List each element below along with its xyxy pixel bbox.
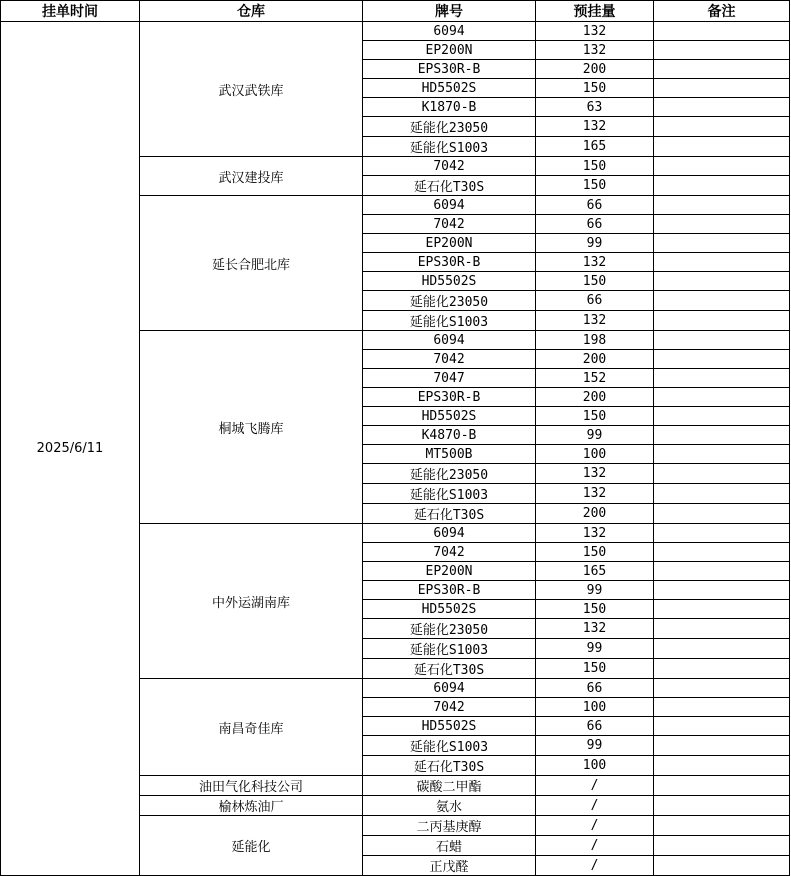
brand-cell: EP200N [363,41,536,60]
note-cell [654,856,790,876]
header-note: 备注 [654,1,790,22]
warehouse-cell: 油田气化科技公司 [140,776,363,796]
brand-cell: 延石化T30S [363,504,536,524]
brand-cell: 正戊醛 [363,856,536,876]
brand-cell: 6094 [363,679,536,698]
note-cell [654,22,790,41]
note-cell [654,253,790,272]
note-cell [654,60,790,79]
note-cell [654,504,790,524]
warehouse-cell: 南昌奇佳库 [140,679,363,776]
listing-date-cell: 2025/6/11 [1,22,140,876]
brand-cell: HD5502S [363,79,536,98]
quantity-cell: 132 [536,619,654,639]
quantity-cell: 99 [536,581,654,600]
note-cell [654,291,790,311]
brand-cell: EPS30R-B [363,581,536,600]
warehouse-cell: 榆林炼油厂 [140,796,363,816]
header-date: 挂单时间 [1,1,140,22]
brand-cell: 氨水 [363,796,536,816]
quantity-cell: / [536,776,654,796]
warehouse-cell: 武汉武铁库 [140,22,363,157]
quantity-cell: 132 [536,253,654,272]
note-cell [654,311,790,331]
note-cell [654,756,790,776]
quantity-cell: 132 [536,117,654,137]
brand-cell: 延石化T30S [363,659,536,679]
brand-cell: EPS30R-B [363,253,536,272]
note-cell [654,619,790,639]
quantity-cell: 132 [536,484,654,504]
note-cell [654,98,790,117]
brand-cell: EPS30R-B [363,60,536,79]
warehouse-cell: 武汉建投库 [140,157,363,196]
quantity-cell: 200 [536,350,654,369]
quantity-cell: 165 [536,137,654,157]
quantity-cell: 132 [536,464,654,484]
quantity-cell: 132 [536,41,654,60]
brand-cell: HD5502S [363,272,536,291]
note-cell [654,117,790,137]
brand-cell: 6094 [363,331,536,350]
brand-cell: 7042 [363,698,536,717]
brand-cell: 延能化S1003 [363,639,536,659]
quantity-cell: 150 [536,176,654,196]
note-cell [654,157,790,176]
note-cell [654,176,790,196]
brand-cell: 延能化S1003 [363,137,536,157]
note-cell [654,215,790,234]
quantity-cell: 200 [536,60,654,79]
quantity-cell: 198 [536,331,654,350]
note-cell [654,196,790,215]
quantity-cell: 99 [536,426,654,445]
note-cell [654,736,790,756]
note-cell [654,836,790,856]
quantity-cell: / [536,816,654,836]
header-warehouse: 仓库 [140,1,363,22]
note-cell [654,350,790,369]
brand-cell: 碳酸二甲酯 [363,776,536,796]
note-cell [654,388,790,407]
brand-cell: 6094 [363,22,536,41]
note-cell [654,445,790,464]
note-cell [654,464,790,484]
note-cell [654,581,790,600]
brand-cell: K4870-B [363,426,536,445]
note-cell [654,776,790,796]
brand-cell: 延能化S1003 [363,736,536,756]
note-cell [654,562,790,581]
brand-cell: 石蜡 [363,836,536,856]
brand-cell: 6094 [363,196,536,215]
brand-cell: 7047 [363,369,536,388]
brand-cell: 7042 [363,543,536,562]
quantity-cell: / [536,836,654,856]
quantity-cell: 150 [536,659,654,679]
note-cell [654,717,790,736]
brand-cell: K1870-B [363,98,536,117]
warehouse-cell: 中外运湖南库 [140,524,363,679]
quantity-cell: 100 [536,756,654,776]
note-cell [654,600,790,619]
quantity-cell: 66 [536,215,654,234]
brand-cell: HD5502S [363,717,536,736]
quantity-cell: 150 [536,543,654,562]
quantity-cell: 150 [536,600,654,619]
note-cell [654,639,790,659]
brand-cell: 6094 [363,524,536,543]
header-quantity: 预挂量 [536,1,654,22]
note-cell [654,679,790,698]
header-brand: 牌号 [363,1,536,22]
brand-cell: 7042 [363,350,536,369]
brand-cell: 延能化23050 [363,291,536,311]
note-cell [654,426,790,445]
note-cell [654,407,790,426]
brand-cell: 7042 [363,157,536,176]
quantity-cell: 100 [536,698,654,717]
table-row [1,22,790,41]
warehouse-cell: 延能化 [140,816,363,876]
quantity-cell: 63 [536,98,654,117]
brand-cell: 延能化23050 [363,619,536,639]
brand-cell: 延石化T30S [363,756,536,776]
note-cell [654,659,790,679]
quantity-cell: 99 [536,234,654,253]
quantity-cell: 66 [536,291,654,311]
quantity-cell: 66 [536,196,654,215]
quantity-cell: 150 [536,272,654,291]
quantity-cell: 99 [536,639,654,659]
quantity-cell: 66 [536,679,654,698]
note-cell [654,484,790,504]
quantity-cell: 150 [536,407,654,426]
quantity-cell: 99 [536,736,654,756]
quantity-cell: 165 [536,562,654,581]
note-cell [654,331,790,350]
brand-cell: 7042 [363,215,536,234]
note-cell [654,41,790,60]
brand-cell: EP200N [363,562,536,581]
header-row [1,1,790,22]
quantity-cell: 200 [536,504,654,524]
brand-cell: 延石化T30S [363,176,536,196]
note-cell [654,79,790,98]
brand-cell: EP200N [363,234,536,253]
quantity-cell: 150 [536,79,654,98]
quantity-cell: / [536,796,654,816]
quantity-cell: 132 [536,524,654,543]
quantity-cell: 152 [536,369,654,388]
note-cell [654,272,790,291]
brand-cell: EPS30R-B [363,388,536,407]
brand-cell: 延能化S1003 [363,484,536,504]
note-cell [654,234,790,253]
quantity-cell: 66 [536,717,654,736]
warehouse-cell: 桐城飞腾库 [140,331,363,524]
brand-cell: HD5502S [363,600,536,619]
brand-cell: 二丙基庚醇 [363,816,536,836]
quantity-cell: / [536,856,654,876]
table-body [1,22,790,876]
warehouse-cell: 延长合肥北库 [140,196,363,331]
note-cell [654,816,790,836]
brand-cell: MT500B [363,445,536,464]
brand-cell: HD5502S [363,407,536,426]
brand-cell: 延能化23050 [363,117,536,137]
note-cell [654,369,790,388]
quantity-cell: 150 [536,157,654,176]
note-cell [654,137,790,157]
quantity-cell: 132 [536,22,654,41]
note-cell [654,698,790,717]
quantity-cell: 132 [536,311,654,331]
note-cell [654,543,790,562]
note-cell [654,796,790,816]
brand-cell: 延能化23050 [363,464,536,484]
quantity-cell: 100 [536,445,654,464]
brand-cell: 延能化S1003 [363,311,536,331]
note-cell [654,524,790,543]
quantity-cell: 200 [536,388,654,407]
